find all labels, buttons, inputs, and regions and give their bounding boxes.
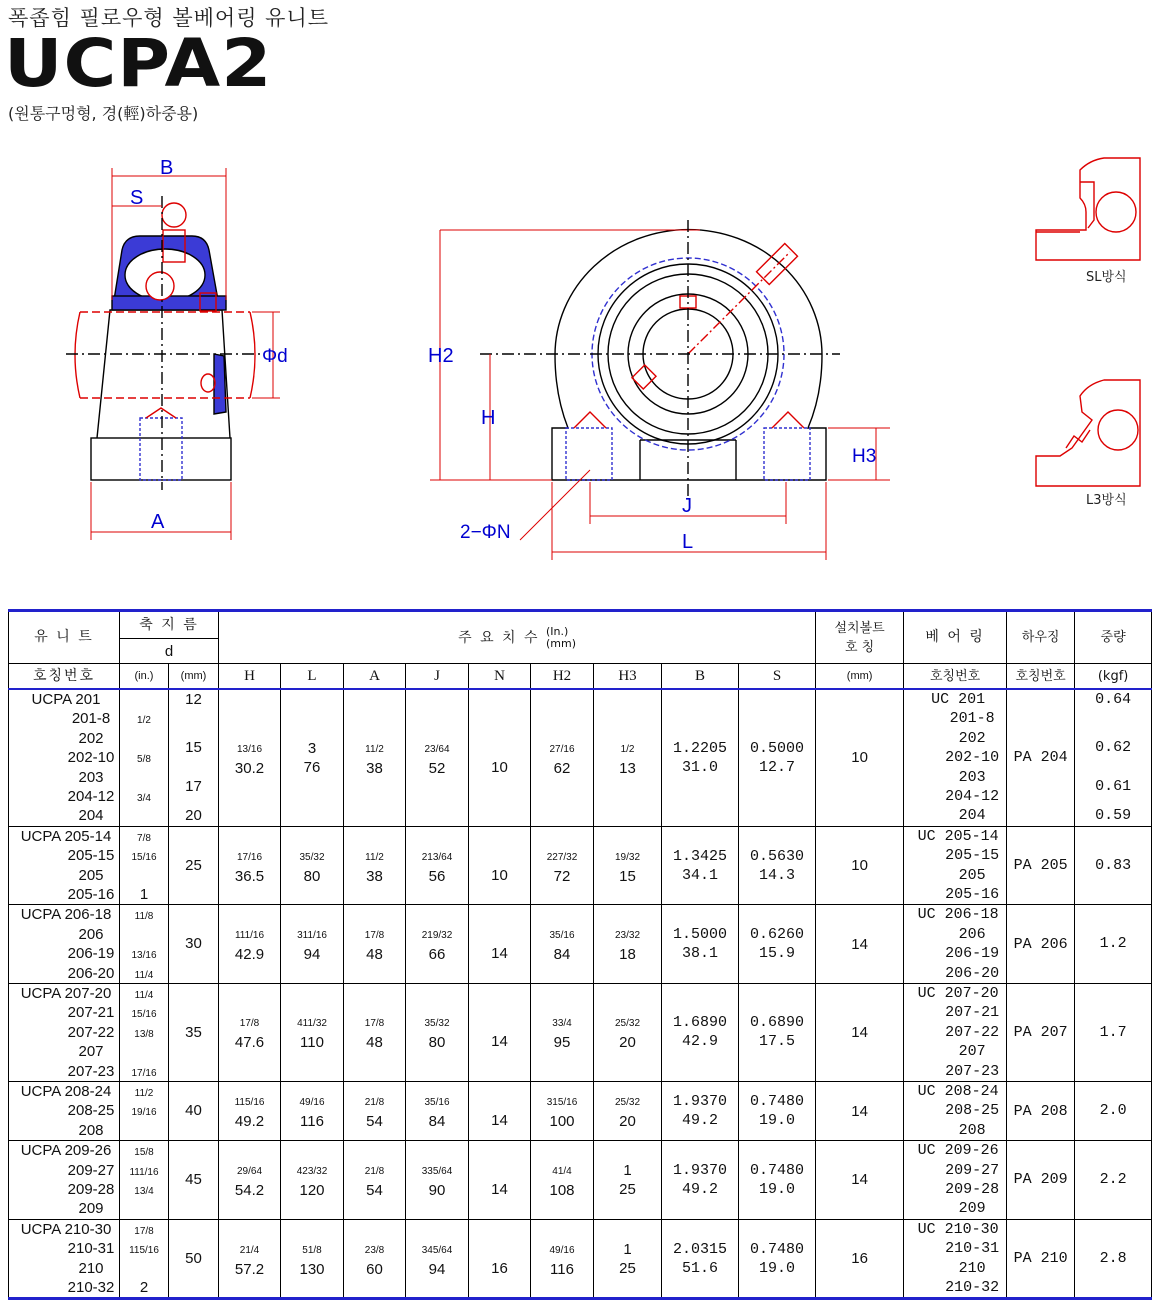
bearing-code: UC 208-24: [917, 1082, 999, 1100]
unit-code: 201-8: [71, 710, 111, 728]
unit-code-cell: [9, 1141, 120, 1220]
shaft-in-value: 7/8: [137, 832, 151, 844]
seal-label-l3: L3방식: [1086, 493, 1127, 508]
subtitle: 폭좁힘 필로우형 볼베어링 유니트: [8, 6, 330, 30]
shaft-mm-value: 20: [185, 807, 202, 825]
bearing-code: 209-27: [945, 1161, 1000, 1179]
unit-code: UCPA 208-24: [20, 1082, 112, 1100]
dim-h2-cell: 227/32 72: [531, 826, 594, 905]
shaft-in-value: 11/4: [134, 989, 154, 1001]
header-main: 주 요 치 수 (In.) (mm): [219, 611, 816, 664]
engineering-drawing: [0, 120, 1158, 580]
unit-code: 209-28: [67, 1180, 115, 1198]
unit-code: 204-12: [67, 787, 115, 805]
header-shaft-d: d: [120, 639, 219, 664]
shaft-in-value: 17/16: [131, 1067, 157, 1079]
dim-h3-cell: 1 25: [594, 1219, 662, 1299]
dim-label-H2: H2: [428, 345, 454, 367]
bearing-code: 202: [958, 729, 986, 747]
bearing-code: 205-15: [945, 847, 1000, 865]
dim-h3-cell: 23/32 18: [594, 905, 662, 984]
weight-value: 2.8: [1099, 1249, 1127, 1267]
header-col-l: L: [281, 664, 344, 690]
shaft-mm-value: 35: [185, 1023, 202, 1041]
dim-b-cell: 1.6890 42.9: [662, 983, 739, 1081]
page-title: UCPA2: [4, 24, 273, 102]
header-bolt: 설치볼트 호 칭: [816, 611, 904, 664]
dim-a-cell: 21/8 54: [344, 1141, 406, 1220]
unit-code-cell: [9, 905, 120, 984]
shaft-in-value: 2: [139, 1278, 149, 1296]
header-weight-unit: (kgf): [1075, 664, 1152, 690]
bearing-code: 202-10: [945, 749, 1000, 767]
dim-l-cell: 311/16 94: [281, 905, 344, 984]
dim-l-cell: 51/8 130: [281, 1219, 344, 1299]
shaft-in-value: 111/16: [129, 1166, 159, 1178]
shaft-in-value: 15/8: [134, 1147, 154, 1159]
housing-cell: PA 205: [1007, 826, 1075, 905]
dim-a-cell: 11/2 38: [344, 826, 406, 905]
shaft-in-cell: [120, 1219, 169, 1299]
seal-label-sl: SL방식: [1086, 270, 1127, 285]
shaft-mm-value: 45: [185, 1171, 202, 1189]
header-col-h2: H2: [531, 664, 594, 690]
unit-code: 202-10: [67, 749, 115, 767]
dim-label-B: B: [160, 157, 174, 179]
dim-h2-cell: 27/16 62: [531, 689, 594, 826]
shaft-mm-cell: [169, 983, 219, 1081]
dim-s-cell: 0.6260 15.9: [739, 905, 816, 984]
unit-code: 207: [78, 1043, 104, 1061]
shaft-in-cell: [120, 905, 169, 984]
shaft-mm-value: 17: [185, 777, 202, 795]
unit-code: 209: [78, 1200, 104, 1218]
housing-cell: PA 208: [1007, 1081, 1075, 1140]
dim-label-J: J: [682, 495, 692, 517]
bearing-code-cell: [904, 983, 1007, 1081]
shaft-mm-value: [169, 709, 218, 728]
bearing-code: 209-28: [945, 1180, 1000, 1198]
dim-h-cell: 29/64 54.2: [219, 1141, 281, 1220]
shaft-in-value: 11/4: [134, 969, 154, 981]
unit-code: 208: [78, 1121, 104, 1139]
dim-b-cell: 2.0315 51.6: [662, 1219, 739, 1299]
dim-n-cell: 16: [469, 1219, 531, 1299]
shaft-in-value: 13/4: [134, 1185, 154, 1197]
dim-label-d: Φd: [262, 346, 288, 367]
bearing-code: 209: [958, 1200, 986, 1218]
bearing-code-cell: [904, 826, 1007, 905]
dim-a-cell: 17/8 48: [344, 983, 406, 1081]
seal-detail-l3: [1036, 380, 1140, 486]
shaft-in-value: 1: [139, 885, 149, 903]
shaft-in-value: 1/2: [137, 715, 151, 727]
weight-value: 2.0: [1099, 1101, 1127, 1119]
unit-code: UCPA 205-14: [20, 827, 112, 845]
dim-n-cell: 14: [469, 1081, 531, 1140]
seal-detail-sl: [1036, 158, 1140, 260]
header-unit-code: 호칭번호: [9, 664, 120, 690]
dim-s-cell: 0.5630 14.3: [739, 826, 816, 905]
dim-h-cell: 17/16 36.5: [219, 826, 281, 905]
dim-b-cell: 1.5000 38.1: [662, 905, 739, 984]
side-view: [66, 168, 280, 540]
dim-h2-cell: 41/4 108: [531, 1141, 594, 1220]
dim-j-cell: 213/64 56: [406, 826, 469, 905]
shaft-in-value: 115/16: [129, 1245, 159, 1257]
dim-label-N: 2−ΦN: [460, 522, 511, 543]
dim-h-cell: 17/8 47.6: [219, 983, 281, 1081]
table-row: [9, 689, 1152, 826]
unit-code: 210-31: [67, 1240, 115, 1258]
bearing-code: UC 210-30: [917, 1220, 999, 1238]
weight-cell: [1075, 905, 1152, 984]
dim-j-cell: 219/32 66: [406, 905, 469, 984]
dim-h2-cell: 35/16 84: [531, 905, 594, 984]
header-housing: 하우징: [1007, 611, 1075, 664]
dim-b-cell: 1.9370 49.2: [662, 1141, 739, 1220]
weight-value: 1.2: [1099, 935, 1127, 953]
dim-h3-cell: 25/32 20: [594, 1081, 662, 1140]
bearing-code: UC 201: [931, 691, 986, 709]
dim-j-cell: 345/64 94: [406, 1219, 469, 1299]
shaft-mm-cell: [169, 826, 219, 905]
header-bolt-mm: (mm): [816, 664, 904, 690]
unit-code: 207-22: [67, 1023, 115, 1041]
bolt-cell: 14: [816, 983, 904, 1081]
unit-code: UCPA 201: [31, 691, 101, 709]
bearing-code: 207-23: [945, 1062, 1000, 1080]
unit-code: 209-27: [67, 1161, 115, 1179]
shaft-in-value: [120, 806, 168, 825]
weight-value: 2.2: [1099, 1171, 1127, 1189]
weight-value: 0.64: [1095, 691, 1132, 708]
dim-s-cell: 0.5000 12.7: [739, 689, 816, 826]
dim-a-cell: 17/8 48: [344, 905, 406, 984]
weight-value: 0.61: [1095, 777, 1132, 795]
weight-cell: [1075, 1219, 1152, 1299]
header-col-b: B: [662, 664, 739, 690]
dim-b-cell: 1.2205 31.0: [662, 689, 739, 826]
shaft-mm-value: 50: [185, 1249, 202, 1267]
dim-label-H3: H3: [852, 446, 877, 467]
header-col-n: N: [469, 664, 531, 690]
dim-j-cell: 35/16 84: [406, 1081, 469, 1140]
dim-a-cell: 23/8 60: [344, 1219, 406, 1299]
unit-code: 206-20: [67, 964, 115, 982]
unit-code-cell: [9, 1081, 120, 1140]
shaft-mm-value: 15: [185, 738, 202, 756]
housing-cell: PA 206: [1007, 905, 1075, 984]
header-bearing: 베 어 링: [904, 611, 1007, 664]
shaft-in-value: 3/4: [137, 792, 151, 804]
bolt-cell: 14: [816, 905, 904, 984]
dim-s-cell: 0.7480 19.0: [739, 1219, 816, 1299]
header-shaft: 축 지 름: [120, 611, 219, 639]
shaft-in-cell: [120, 983, 169, 1081]
header-shaft-in: (in.): [120, 664, 169, 690]
spec-table-header: [9, 611, 1152, 690]
unit-code-cell: [9, 1219, 120, 1299]
bearing-code: UC 205-14: [917, 827, 999, 845]
bearing-code: 205: [958, 866, 986, 884]
unit-code-cell: [9, 983, 120, 1081]
dim-s-cell: 0.7480 19.0: [739, 1141, 816, 1220]
dim-h2-cell: 315/16 100: [531, 1081, 594, 1140]
spec-table: [8, 609, 1152, 1300]
bolt-cell: 10: [816, 689, 904, 826]
dim-j-cell: 35/32 80: [406, 983, 469, 1081]
shaft-in-value: 5/8: [137, 754, 151, 766]
bearing-code: 205-16: [945, 885, 1000, 903]
shaft-mm-cell: [169, 1081, 219, 1140]
bolt-cell: 10: [816, 826, 904, 905]
unit-code: 207-23: [67, 1062, 115, 1080]
bearing-code: UC 207-20: [917, 984, 999, 1002]
header-col-h3: H3: [594, 664, 662, 690]
bearing-code: 203: [958, 768, 986, 786]
dim-j-cell: 335/64 90: [406, 1141, 469, 1220]
unit-code: UCPA 210-30: [20, 1220, 112, 1238]
header-col-s: S: [739, 664, 816, 690]
weight-cell: [1075, 983, 1152, 1081]
shaft-in-value: [120, 690, 168, 709]
dim-n-cell: 14: [469, 1141, 531, 1220]
shaft-in-value: [120, 1042, 168, 1061]
header-weight: 중량: [1075, 611, 1152, 664]
bearing-code: 206-20: [945, 964, 1000, 982]
table-row: [9, 826, 1152, 905]
table-row: [9, 1081, 1152, 1140]
weight-cell: [1075, 689, 1152, 826]
dim-s-cell: 0.6890 17.5: [739, 983, 816, 1081]
bearing-code: UC 209-26: [917, 1142, 999, 1160]
table-row: [9, 1219, 1152, 1299]
dim-j-cell: 23/64 52: [406, 689, 469, 826]
dim-h3-cell: 1 25: [594, 1141, 662, 1220]
table-row: [9, 983, 1152, 1081]
weight-value: 0.62: [1095, 738, 1132, 756]
housing-cell: PA 210: [1007, 1219, 1075, 1299]
unit-code: 210-32: [67, 1278, 115, 1296]
dim-n-cell: 10: [469, 689, 531, 826]
unit-code: 202: [78, 729, 104, 747]
bolt-cell: 14: [816, 1081, 904, 1140]
shaft-mm-value: 30: [185, 935, 202, 953]
bearing-code: UC 206-18: [917, 906, 999, 924]
dim-label-A: A: [151, 511, 165, 533]
unit-code: 204: [78, 807, 104, 825]
shaft-in-value: 15/16: [131, 1009, 157, 1021]
shaft-mm-cell: [169, 1219, 219, 1299]
shaft-in-cell: [120, 1081, 169, 1140]
shaft-in-value: 13/8: [134, 1028, 154, 1040]
shaft-mm-value: 40: [185, 1101, 202, 1119]
dim-h-cell: 111/16 42.9: [219, 905, 281, 984]
bearing-code: 210: [958, 1259, 986, 1277]
dim-n-cell: 10: [469, 826, 531, 905]
weight-value: [1075, 709, 1151, 728]
dim-h-cell: 13/16 30.2: [219, 689, 281, 826]
unit-code: UCPA 206-18: [20, 906, 112, 924]
dim-h3-cell: 19/32 15: [594, 826, 662, 905]
shaft-mm-value: 25: [185, 856, 202, 874]
unit-code: 206-19: [67, 945, 115, 963]
unit-code: 203: [78, 768, 104, 786]
unit-code-cell: [9, 689, 120, 826]
unit-code: 210: [78, 1259, 104, 1277]
weight-value: 0.83: [1095, 856, 1132, 874]
shaft-in-value: 15/16: [131, 852, 157, 864]
bolt-cell: 14: [816, 1141, 904, 1220]
dim-h3-cell: 25/32 20: [594, 983, 662, 1081]
header-shaft-mm: (mm): [169, 664, 219, 690]
unit-code: 205-15: [67, 847, 115, 865]
weight-cell: [1075, 1141, 1152, 1220]
dim-label-L: L: [682, 531, 694, 553]
caption: (원통구멍형, 경(輕)하중용): [8, 104, 199, 123]
shaft-in-cell: [120, 689, 169, 826]
header-unit: 유 니 트: [9, 611, 120, 664]
unit-code: UCPA 209-26: [20, 1142, 112, 1160]
header-col-h: H: [219, 664, 281, 690]
header-col-a: A: [344, 664, 406, 690]
housing-cell: PA 204: [1007, 689, 1075, 826]
shaft-in-value: [120, 1121, 168, 1140]
shaft-in-value: [120, 1199, 168, 1218]
unit-code: 208-25: [67, 1102, 115, 1120]
shaft-in-value: 11/2: [134, 1087, 154, 1099]
dim-h2-cell: 49/16 116: [531, 1219, 594, 1299]
bearing-code: 210-32: [945, 1278, 1000, 1296]
dim-b-cell: 1.3425 34.1: [662, 826, 739, 905]
bolt-cell: 16: [816, 1219, 904, 1299]
dim-b-cell: 1.9370 49.2: [662, 1081, 739, 1140]
dim-h-cell: 21/4 57.2: [219, 1219, 281, 1299]
unit-code: 205-16: [67, 885, 115, 903]
bearing-code: 206-19: [945, 945, 1000, 963]
bearing-code: 204: [958, 807, 986, 825]
weight-value: 1.7: [1099, 1023, 1127, 1041]
bearing-code: 206: [958, 925, 986, 943]
header-bearing-code: 호칭번호: [904, 664, 1007, 690]
bearing-code-cell: [904, 1081, 1007, 1140]
dim-h-cell: 115/16 49.2: [219, 1081, 281, 1140]
dim-h3-cell: 1/2 13: [594, 689, 662, 826]
bearing-code-cell: [904, 905, 1007, 984]
shaft-mm-value: 12: [185, 691, 202, 708]
shaft-in-cell: [120, 1141, 169, 1220]
dim-h2-cell: 33/4 95: [531, 983, 594, 1081]
shaft-in-value: [120, 866, 168, 885]
bearing-code-cell: [904, 689, 1007, 826]
dim-n-cell: 14: [469, 983, 531, 1081]
bearing-code-cell: [904, 1219, 1007, 1299]
bearing-code-cell: [904, 1141, 1007, 1220]
dim-s-cell: 0.7480 19.0: [739, 1081, 816, 1140]
weight-cell: [1075, 1081, 1152, 1140]
shaft-mm-cell: [169, 905, 219, 984]
header-housing-code: 호칭번호: [1007, 664, 1075, 690]
spec-table-body: [9, 689, 1152, 1299]
bearing-code: 208-25: [945, 1102, 1000, 1120]
bearing-code: 207: [958, 1043, 986, 1061]
shaft-in-value: [120, 1259, 168, 1278]
unit-code-cell: [9, 826, 120, 905]
shaft-in-value: [120, 768, 168, 787]
shaft-in-value: 19/16: [131, 1107, 157, 1119]
table-row: [9, 1141, 1152, 1220]
shaft-in-value: 17/8: [134, 1225, 154, 1237]
dim-l-cell: 35/32 80: [281, 826, 344, 905]
dim-n-cell: 14: [469, 905, 531, 984]
shaft-in-cell: [120, 826, 169, 905]
bearing-code: 201-8: [949, 710, 995, 728]
unit-code: 205: [78, 866, 104, 884]
shaft-in-value: [120, 729, 168, 748]
shaft-in-value: 13/16: [131, 950, 157, 962]
shaft-in-value: 11/8: [134, 911, 154, 923]
dim-a-cell: 21/8 54: [344, 1081, 406, 1140]
dim-a-cell: 11/2 38: [344, 689, 406, 826]
dim-l-cell: 3 76: [281, 689, 344, 826]
dim-label-H: H: [481, 407, 496, 429]
bearing-code: 207-21: [945, 1004, 1000, 1022]
bearing-code: 210-31: [945, 1240, 1000, 1258]
dim-l-cell: 423/32 120: [281, 1141, 344, 1220]
front-view: [430, 220, 890, 560]
bearing-code: 208: [958, 1121, 986, 1139]
unit-code: UCPA 207-20: [20, 984, 112, 1002]
dim-l-cell: 411/32 110: [281, 983, 344, 1081]
dim-label-S: S: [130, 187, 144, 209]
unit-code: 207-21: [67, 1004, 115, 1022]
housing-cell: PA 207: [1007, 983, 1075, 1081]
housing-cell: PA 209: [1007, 1141, 1075, 1220]
bearing-code: 204-12: [945, 787, 1000, 805]
shaft-mm-cell: [169, 689, 219, 826]
shaft-mm-cell: [169, 1141, 219, 1220]
shaft-in-value: [120, 925, 168, 944]
bearing-code: 207-22: [945, 1023, 1000, 1041]
weight-value: 0.59: [1095, 807, 1132, 825]
table-row: [9, 905, 1152, 984]
header-col-j: J: [406, 664, 469, 690]
weight-cell: [1075, 826, 1152, 905]
dim-l-cell: 49/16 116: [281, 1081, 344, 1140]
unit-code: 206: [78, 925, 104, 943]
